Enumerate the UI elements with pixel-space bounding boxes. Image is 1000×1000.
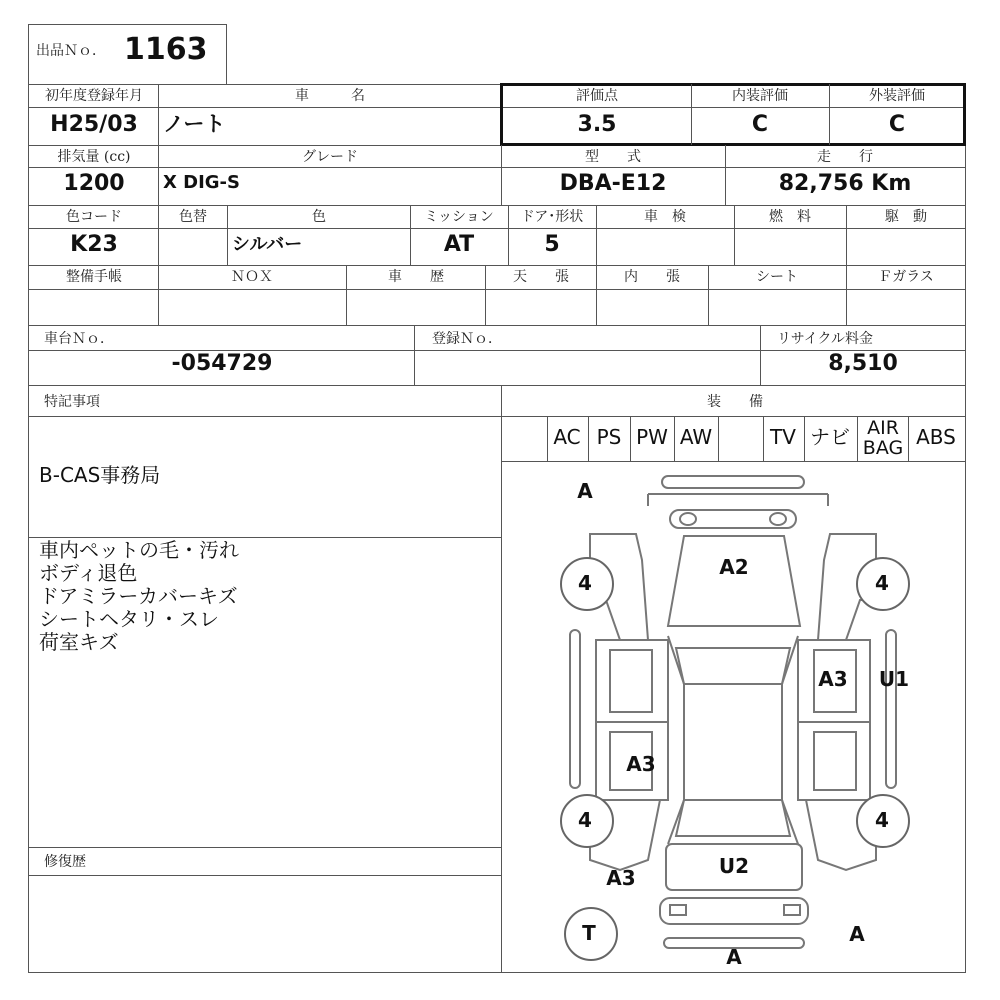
note-line: 車内ペットの毛・汚れ (39, 538, 239, 562)
interior-rating-label: 内装評価 (732, 88, 788, 104)
interior-rating-value: C (751, 112, 769, 137)
car-name-value: ノート (163, 112, 226, 136)
vline-r1-a (158, 84, 159, 145)
hood-outline (668, 536, 800, 626)
mark-front-bumper: A (577, 479, 593, 503)
headliner-label: 天 張 (513, 269, 569, 285)
model-code-value: DBA-E12 (559, 171, 667, 196)
exterior-rating-value: C (888, 112, 906, 137)
mark-tire-rear-left: 4 (578, 808, 592, 832)
repair-history-label: 修復歴 (44, 854, 86, 870)
vline-r1-c (829, 84, 830, 145)
rear-window-outline (676, 800, 790, 836)
vline-r2-b (501, 145, 502, 205)
right-taillamp (784, 905, 800, 915)
mark-tire-front-right: 4 (875, 571, 889, 595)
frame-left (28, 84, 29, 973)
grade-label: グレード (302, 149, 358, 165)
windshield-outline (676, 648, 790, 684)
door-shape-value: 5 (544, 232, 560, 257)
right-headlamp (770, 513, 786, 525)
transmission-label: ミッション (424, 209, 494, 225)
left-headlamp (680, 513, 696, 525)
vline-r5-a (414, 325, 415, 385)
car-name-label: 車 名 (295, 88, 365, 104)
right-sill (886, 630, 896, 788)
front-glass-label: Ｆガラス (878, 269, 934, 285)
first-registration-value: H25/03 (50, 112, 138, 137)
score-value: 3.5 (577, 112, 617, 137)
vline-r4-b (346, 265, 347, 325)
car-body-diagram (502, 462, 965, 972)
note-line: シートヘタリ・スレ (39, 607, 219, 631)
vline-r1-b (691, 84, 692, 145)
vline-r3-c (410, 205, 411, 265)
mark-right-side-door: A3 (818, 667, 848, 691)
eval-box-left (500, 83, 503, 146)
note-line: 荷室キズ (39, 630, 119, 654)
front-panel-outline (648, 494, 828, 506)
vline-r3-a (158, 205, 159, 265)
vline-eq-2 (630, 416, 631, 461)
vline-eq-0 (547, 416, 548, 461)
hline-167 (28, 167, 966, 168)
eval-box-right (963, 83, 966, 146)
mark-left-rear-corner: A3 (606, 866, 636, 890)
nox-label: ＮＯＸ (231, 269, 273, 285)
vline-eq-3 (674, 416, 675, 461)
hline-289 (28, 289, 966, 290)
equipment-label: 装 備 (707, 394, 763, 410)
notes-label: 特記事項 (44, 394, 100, 410)
note-line: ドアミラーカバーキズ (39, 584, 238, 608)
mileage-label: 走 行 (817, 149, 873, 165)
left-sill (570, 630, 580, 788)
notes-top-line: B-CAS事務局 (39, 463, 161, 487)
vline-r4-d (596, 265, 597, 325)
equipment-abs: ABS (916, 425, 956, 449)
pillars-outline (668, 636, 798, 844)
color-code-label: 色コード (66, 209, 122, 225)
hline-325 (28, 325, 966, 326)
displacement-label: 排気量 (cc) (57, 149, 131, 165)
vline-r3-b (227, 205, 228, 265)
note-line: ボディ退色 (39, 561, 138, 585)
frame-right (965, 84, 966, 973)
hline-847 (28, 847, 501, 848)
vline-r4-f (846, 265, 847, 325)
mark-left-side-door: A3 (626, 752, 656, 776)
hline-205 (28, 205, 966, 206)
color-value: シルバー (232, 234, 303, 255)
mark-right-side-panel: U1 (878, 667, 910, 691)
first-registration-label: 初年度登録年月 (45, 88, 143, 104)
eval-box-top (501, 83, 966, 86)
vline-r3-d (508, 205, 509, 265)
displacement-value: 1200 (63, 171, 125, 196)
left-front-window (610, 650, 652, 712)
door-shape-label: ドア･形状 (520, 209, 584, 225)
roof-outline (684, 684, 782, 800)
interior-trim-label: 内 張 (624, 269, 680, 285)
hline-228 (28, 228, 966, 229)
notes-list (39, 539, 239, 654)
recycle-fee-value: 8,510 (828, 351, 898, 376)
vline-r4-e (708, 265, 709, 325)
chassis-number-label: 車台Ｎｏ． (44, 331, 114, 347)
vline-r3-g (846, 205, 847, 265)
mark-trunk: U2 (718, 854, 750, 878)
equipment-tv: TV (770, 425, 796, 449)
rear-bumper-outline (660, 898, 808, 924)
vline-r4-c (485, 265, 486, 325)
vline-r5-b (760, 325, 761, 385)
grade-value: X DIG-S (163, 172, 240, 193)
vline-eq-8 (908, 416, 909, 461)
vline-eq-7 (857, 416, 858, 461)
right-rear-window (814, 732, 856, 790)
vline-r3-f (734, 205, 735, 265)
front-bumper-outline (662, 476, 804, 488)
chassis-number-value: -054729 (171, 351, 273, 376)
vehicle-history-label: 車 歴 (388, 269, 444, 285)
mark-rear-right: A (849, 922, 865, 946)
header-box-left (28, 24, 29, 84)
hline-385 (28, 385, 966, 386)
hline-107 (28, 107, 966, 108)
equipment-pw: PW (636, 425, 668, 449)
eval-box-bottom (501, 143, 966, 146)
equipment-ac: AC (553, 425, 581, 449)
lot-number: 1163 (124, 32, 208, 67)
hline-265 (28, 265, 966, 266)
color-code-value: K23 (70, 232, 118, 257)
seat-label: シート (756, 269, 798, 285)
equipment-ps: PS (596, 425, 622, 449)
lot-number-label: 出品Ｎｏ． (36, 43, 106, 59)
mark-rear-bumper: A (726, 945, 742, 969)
maintenance-book-label: 整備手帳 (66, 269, 122, 285)
right-rear-door (798, 722, 870, 800)
frame-bottom (28, 972, 966, 973)
left-taillamp (670, 905, 686, 915)
hline-416 (28, 416, 966, 417)
mark-hood: A2 (719, 555, 749, 579)
inspection-label: 車 検 (644, 209, 686, 225)
repaint-label: 色替 (179, 209, 207, 225)
mark-tire-front-left: 4 (578, 571, 592, 595)
mileage-value: 82,756 Km (778, 171, 912, 196)
vline-r3-e (596, 205, 597, 265)
fuel-label: 燃 料 (769, 209, 811, 225)
recycle-fee-label: リサイクル料金 (777, 331, 874, 347)
vline-eq-1 (588, 416, 589, 461)
hline-350 (28, 350, 966, 351)
header-box-top (28, 24, 227, 25)
vline-r2-a (158, 145, 159, 205)
drive-label: 駆 動 (885, 209, 927, 225)
vline-eq-5 (763, 416, 764, 461)
vline-r2-c (725, 145, 726, 205)
equipment-airbag: AIR BAG (862, 417, 904, 459)
exterior-rating-label: 外装評価 (869, 88, 925, 104)
hline-875 (28, 875, 501, 876)
equipment-aw: AW (679, 425, 713, 449)
header-box-right (226, 24, 227, 84)
mark-tire-rear-right: 4 (875, 808, 889, 832)
vline-r4-a (158, 265, 159, 325)
equipment-navi: ナビ (810, 425, 850, 449)
mark-spare-tire: T (582, 921, 596, 945)
score-label: 評価点 (576, 88, 618, 104)
vline-eq-4 (718, 416, 719, 461)
left-front-door (596, 640, 668, 722)
model-code-label: 型 式 (585, 149, 641, 165)
vline-eq-6 (804, 416, 805, 461)
registration-number-label: 登録Ｎｏ． (432, 331, 502, 347)
color-label: 色 (312, 209, 326, 225)
transmission-value: AT (443, 232, 475, 257)
